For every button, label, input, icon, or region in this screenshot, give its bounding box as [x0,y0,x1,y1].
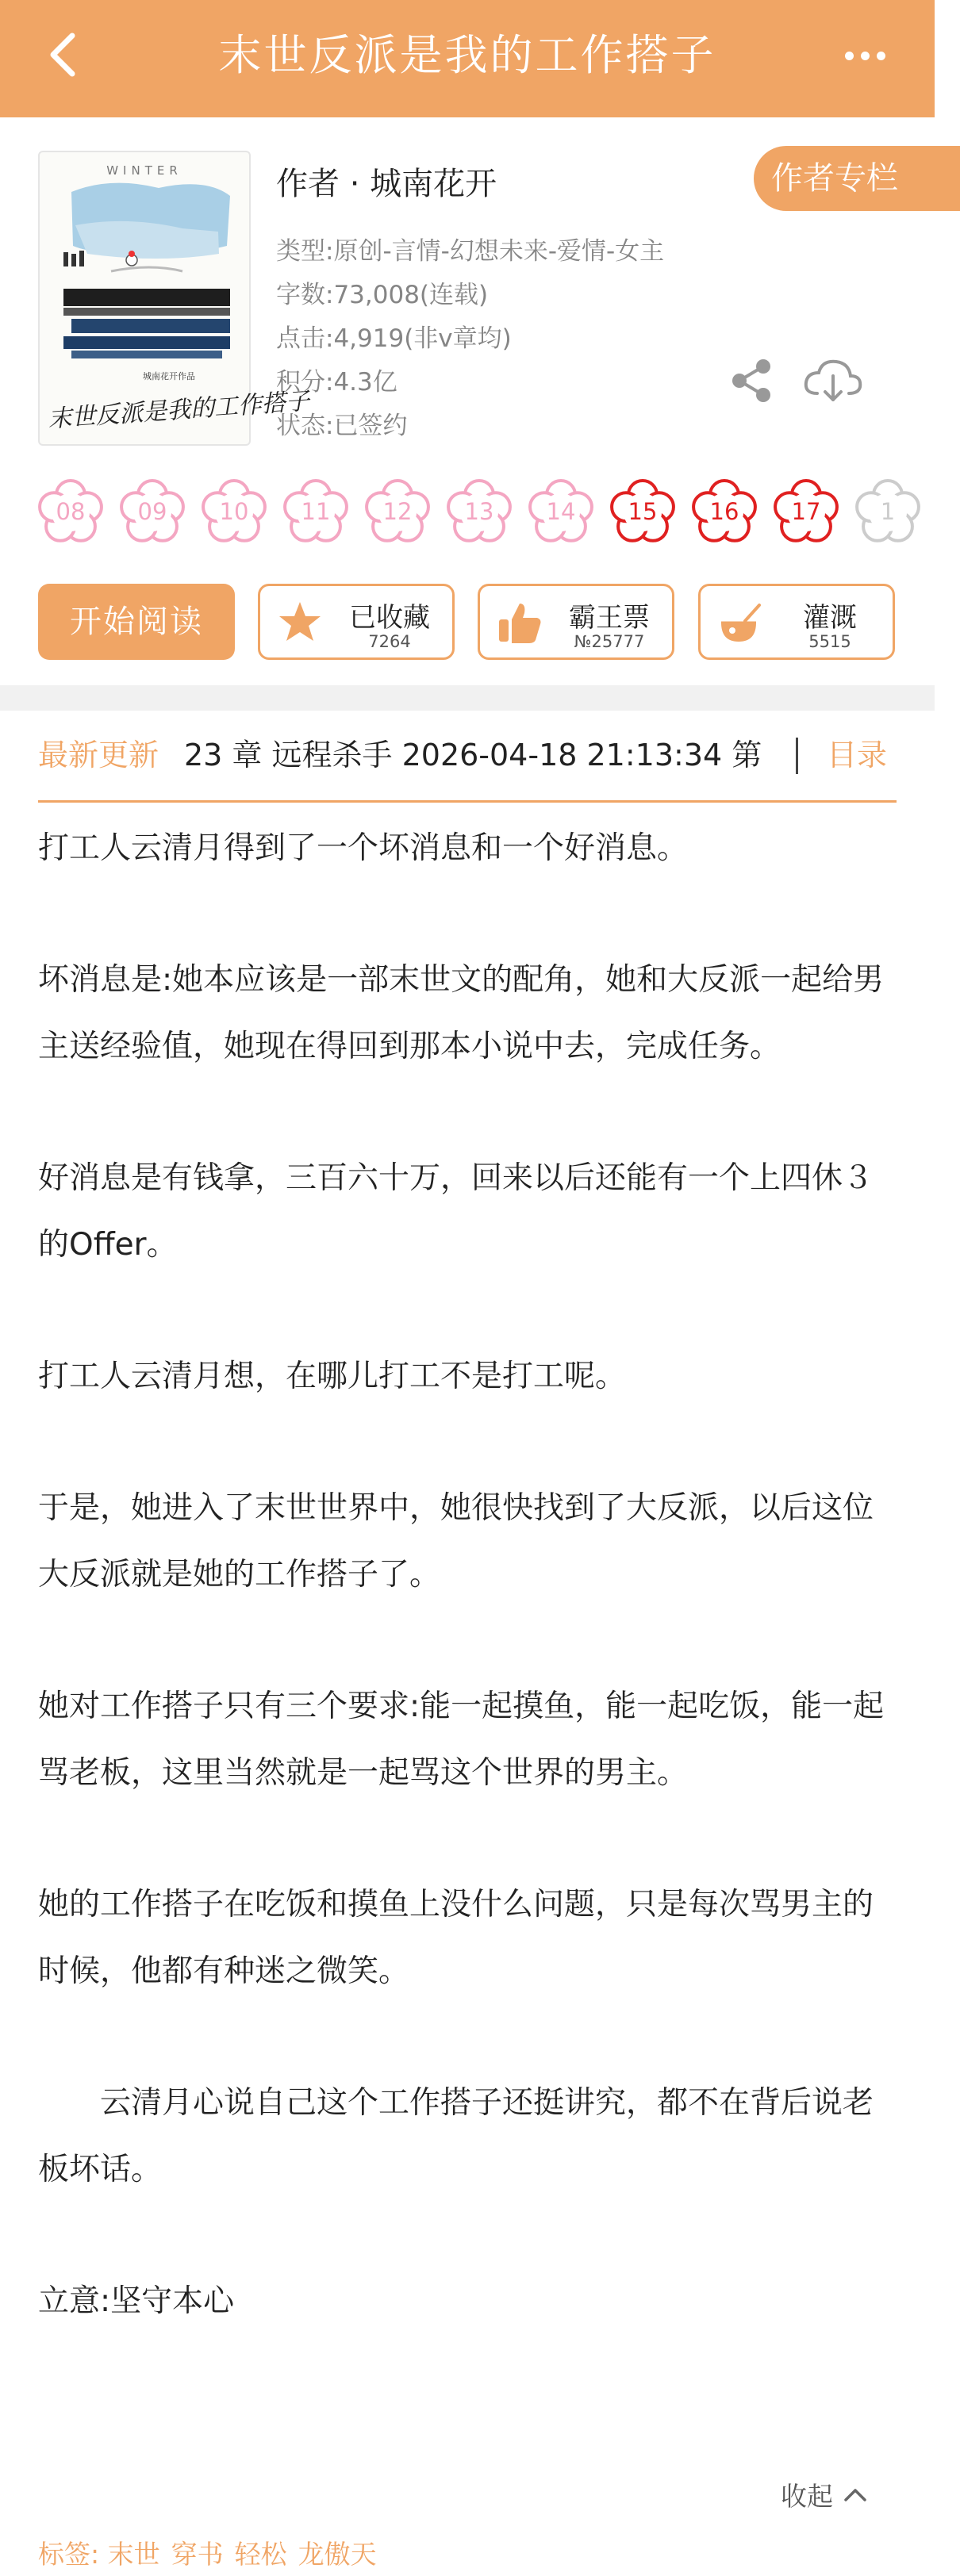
chapter-badge[interactable] [362,476,433,547]
start-reading-button[interactable]: 开始阅读 [38,584,235,660]
synopsis-paragraph: 好消息是有钱拿，三百六十万，回来以后还能有一个上四休３的Offer。 [38,1160,874,1263]
chapter-badge[interactable] [525,476,597,547]
chapter-badge[interactable] [607,476,678,547]
chapter-number: 15 [628,498,658,525]
collapse-button[interactable] [781,2476,868,2513]
bawang-label: 霸王票 [569,602,650,634]
chapter-number: 1 [880,498,896,525]
page-title: 末世反派是我的工作搭子 [218,30,716,80]
cloud-download-icon [801,355,865,406]
section-divider [0,685,935,711]
bawang-count: №25777 [574,632,645,651]
synopsis-paragraph: 打工人云清月得到了一个坏消息和一个好消息。 [38,830,689,866]
tag-link[interactable]: 轻松 [234,2539,287,2570]
meta-type: 类型:原创-言情-幻想未来-爱情-女主 [276,237,665,266]
author-column-button[interactable]: 作者专栏 [754,146,960,211]
tags-label: 标签: [38,2539,100,2570]
irrigate-button[interactable] [698,584,895,660]
chapter-badge[interactable] [198,476,270,547]
synopsis-paragraph: 云清月心说自己这个工作搭子还挺讲究，都不在背后说老板坏话。 [38,2085,874,2187]
chapter-badge[interactable] [35,476,106,547]
chapter-badge[interactable] [689,476,760,547]
chapter-badge[interactable] [770,476,842,547]
synopsis-paragraph: 立意:坚守本心 [38,2283,235,2319]
more-dots-icon [845,52,854,60]
more-button[interactable] [833,32,897,79]
chevron-left-icon [47,31,79,79]
cover-title-script: 末世反派是我的工作搭子 [47,387,311,434]
chapter-number: 12 [382,498,413,525]
meta-status: 状态:已签约 [276,412,408,440]
svg-text:城南花开作品: 城南花开作品 [143,371,195,381]
more-dot [877,52,885,60]
latest-update-label: 最新更新 [38,738,159,772]
synopsis-paragraph: 于是，她进入了末世世界中，她很快找到了大反派，以后这位大反派就是她的工作搭子了。 [38,1490,874,1593]
update-divider [796,738,798,774]
bawang-ticket-button[interactable] [478,584,674,660]
synopsis-paragraph: 打工人云清月想，在哪儿打工不是打工呢。 [38,1359,627,1394]
chapter-number: 17 [791,498,821,525]
book-info-card [0,117,935,685]
favorite-count: 7264 [368,632,411,651]
irrigate-label: 灌溉 [803,602,857,634]
latest-update-bar[interactable] [38,730,897,803]
chapter-badge[interactable] [852,476,924,547]
table-of-contents-link[interactable]: 目录 [827,738,888,772]
synopsis-paragraph: 她对工作搭子只有三个要求:能一起摸鱼，能一起吃饭，能一起骂老板，这里当然就是一起骂这个世界的男主。 [38,1689,885,1791]
download-button[interactable] [801,355,865,406]
more-dot [861,52,870,60]
chapter-number: 10 [219,498,249,525]
meta-clicks: 点击:4,919(非v章均) [276,324,512,353]
irrigate-count: 5515 [808,632,851,651]
favorite-button[interactable] [258,584,455,660]
tag-list [38,2534,388,2571]
book-meta [276,230,664,448]
chevron-up-icon [843,2487,868,2503]
synopsis [38,815,897,2335]
author-name[interactable]: 作者 · 城南花开 [276,166,497,202]
chapter-number: 08 [56,498,86,525]
tag-link[interactable]: 穿书 [171,2539,224,2570]
collapse-label: 收起 [781,2481,833,2512]
chapter-strip [35,476,935,552]
chapter-number: 14 [546,498,576,525]
share-icon [727,355,778,406]
synopsis-paragraph: 坏消息是:她本应该是一部末世文的配角，她和大反派一起给男主送经验值，她现在得回到那本小说中去，完成任务。 [38,962,885,1064]
favorite-label: 已收藏 [349,602,430,634]
tag-link[interactable]: 末世 [107,2539,160,2570]
thumbs-up-icon [496,599,543,646]
share-button[interactable] [727,355,778,406]
top-nav-bar [0,0,935,117]
nutrient-bottle-icon [716,599,764,646]
chapter-number: 16 [709,498,739,525]
cover-label: WINTER [106,163,182,178]
chapter-number: 13 [464,498,494,525]
meta-word-count: 字数:73,008(连载) [276,281,489,309]
synopsis-paragraph: 她的工作搭子在吃饭和摸鱼上没什么问题，只是每次骂男主的时候，他都有种迷之微笑。 [38,1887,874,1989]
meta-score: 积分:4.3亿 [276,368,397,397]
chapter-number: 11 [301,498,331,525]
latest-update-text[interactable]: 23 章 远程杀手 2026-04-18 21:13:34 第 [184,738,762,772]
chapter-badge[interactable] [280,476,351,547]
chapter-number: 09 [137,498,167,525]
tag-link[interactable]: 龙傲天 [298,2539,377,2570]
chapter-badge[interactable] [117,476,188,547]
chapter-badge[interactable] [444,476,515,547]
star-icon [276,599,324,646]
back-button[interactable] [35,27,90,82]
book-cover[interactable] [38,151,311,446]
